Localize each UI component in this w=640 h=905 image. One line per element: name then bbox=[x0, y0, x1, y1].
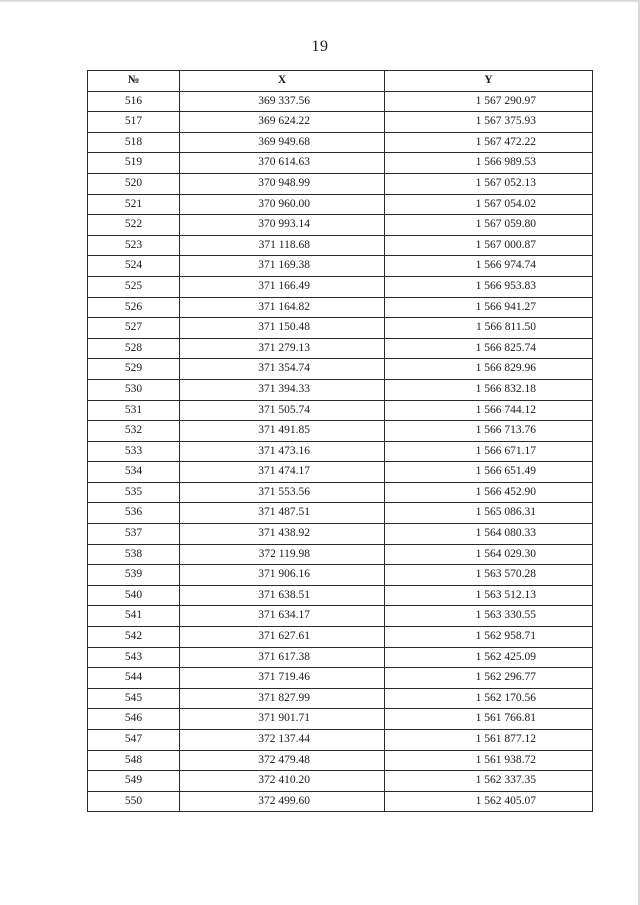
table-row bbox=[88, 709, 593, 730]
x-coordinate-cell: 371 719.46 bbox=[180, 668, 385, 689]
table-header-row bbox=[88, 71, 593, 92]
x-coordinate-cell: 369 949.68 bbox=[180, 132, 385, 153]
point-number-cell: 546 bbox=[88, 709, 180, 730]
table-row bbox=[88, 565, 593, 586]
table-row bbox=[88, 606, 593, 627]
y-coordinate-cell: 1 566 953.83 bbox=[385, 276, 593, 297]
point-number-cell: 529 bbox=[88, 359, 180, 380]
y-coordinate-cell: 1 566 811.50 bbox=[385, 318, 593, 339]
x-coordinate-cell: 371 505.74 bbox=[180, 400, 385, 421]
table-row bbox=[88, 503, 593, 524]
table-row bbox=[88, 421, 593, 442]
y-coordinate-cell: 1 562 958.71 bbox=[385, 627, 593, 648]
y-coordinate-cell: 1 566 452.90 bbox=[385, 482, 593, 503]
table-row bbox=[88, 112, 593, 133]
table-row bbox=[88, 647, 593, 668]
y-coordinate-cell: 1 567 290.97 bbox=[385, 91, 593, 112]
table-row bbox=[88, 524, 593, 545]
point-number-cell: 519 bbox=[88, 153, 180, 174]
table-row bbox=[88, 627, 593, 648]
table-row bbox=[88, 688, 593, 709]
y-coordinate-cell: 1 561 877.12 bbox=[385, 730, 593, 751]
table-row bbox=[88, 400, 593, 421]
x-coordinate-cell: 371 487.51 bbox=[180, 503, 385, 524]
x-coordinate-cell: 372 119.98 bbox=[180, 544, 385, 565]
y-coordinate-cell: 1 566 651.49 bbox=[385, 462, 593, 483]
y-coordinate-cell: 1 562 170.56 bbox=[385, 688, 593, 709]
point-number-cell: 545 bbox=[88, 688, 180, 709]
x-coordinate-cell: 371 474.17 bbox=[180, 462, 385, 483]
x-coordinate-cell: 371 617.38 bbox=[180, 647, 385, 668]
table-row bbox=[88, 359, 593, 380]
x-coordinate-cell: 371 279.13 bbox=[180, 338, 385, 359]
x-coordinate-cell: 372 479.48 bbox=[180, 750, 385, 771]
table-row bbox=[88, 276, 593, 297]
table-row bbox=[88, 379, 593, 400]
x-coordinate-cell: 371 394.33 bbox=[180, 379, 385, 400]
x-coordinate-cell: 370 614.63 bbox=[180, 153, 385, 174]
table-row bbox=[88, 730, 593, 751]
table-row bbox=[88, 585, 593, 606]
point-number-cell: 525 bbox=[88, 276, 180, 297]
table-row bbox=[88, 544, 593, 565]
y-coordinate-cell: 1 562 405.07 bbox=[385, 791, 593, 812]
y-coordinate-cell: 1 564 080.33 bbox=[385, 524, 593, 545]
table-row bbox=[88, 153, 593, 174]
point-number-cell: 539 bbox=[88, 565, 180, 586]
coordinates-table bbox=[87, 70, 593, 812]
point-number-cell: 520 bbox=[88, 173, 180, 194]
y-coordinate-cell: 1 566 832.18 bbox=[385, 379, 593, 400]
x-coordinate-cell: 370 960.00 bbox=[180, 194, 385, 215]
table-row bbox=[88, 235, 593, 256]
point-number-cell: 548 bbox=[88, 750, 180, 771]
table-row bbox=[88, 297, 593, 318]
y-coordinate-cell: 1 565 086.31 bbox=[385, 503, 593, 524]
x-coordinate-cell: 371 166.49 bbox=[180, 276, 385, 297]
scan-edge-top bbox=[0, 0, 640, 3]
table-row bbox=[88, 482, 593, 503]
table-row bbox=[88, 256, 593, 277]
point-number-cell: 534 bbox=[88, 462, 180, 483]
point-number-cell: 542 bbox=[88, 627, 180, 648]
y-coordinate-cell: 1 566 974.74 bbox=[385, 256, 593, 277]
point-number-cell: 537 bbox=[88, 524, 180, 545]
y-coordinate-cell: 1 566 825.74 bbox=[385, 338, 593, 359]
y-coordinate-cell: 1 563 512.13 bbox=[385, 585, 593, 606]
point-number-cell: 541 bbox=[88, 606, 180, 627]
header-x: X bbox=[180, 71, 385, 92]
point-number-cell: 517 bbox=[88, 112, 180, 133]
point-number-cell: 530 bbox=[88, 379, 180, 400]
x-coordinate-cell: 371 627.61 bbox=[180, 627, 385, 648]
y-coordinate-cell: 1 567 472.22 bbox=[385, 132, 593, 153]
point-number-cell: 547 bbox=[88, 730, 180, 751]
header-number: № bbox=[88, 71, 180, 92]
y-coordinate-cell: 1 562 337.35 bbox=[385, 771, 593, 792]
table-row bbox=[88, 318, 593, 339]
y-coordinate-cell: 1 566 744.12 bbox=[385, 400, 593, 421]
x-coordinate-cell: 371 491.85 bbox=[180, 421, 385, 442]
x-coordinate-cell: 371 634.17 bbox=[180, 606, 385, 627]
page-number: 19 bbox=[311, 38, 329, 55]
y-coordinate-cell: 1 564 029.30 bbox=[385, 544, 593, 565]
point-number-cell: 527 bbox=[88, 318, 180, 339]
x-coordinate-cell: 372 137.44 bbox=[180, 730, 385, 751]
table-row bbox=[88, 215, 593, 236]
point-number-cell: 518 bbox=[88, 132, 180, 153]
point-number-cell: 538 bbox=[88, 544, 180, 565]
y-coordinate-cell: 1 566 941.27 bbox=[385, 297, 593, 318]
point-number-cell: 540 bbox=[88, 585, 180, 606]
table-row bbox=[88, 791, 593, 812]
point-number-cell: 544 bbox=[88, 668, 180, 689]
y-coordinate-cell: 1 567 059.80 bbox=[385, 215, 593, 236]
x-coordinate-cell: 371 827.99 bbox=[180, 688, 385, 709]
x-coordinate-cell: 372 410.20 bbox=[180, 771, 385, 792]
y-coordinate-cell: 1 562 296.77 bbox=[385, 668, 593, 689]
point-number-cell: 543 bbox=[88, 647, 180, 668]
y-coordinate-cell: 1 561 938.72 bbox=[385, 750, 593, 771]
y-coordinate-cell: 1 566 713.76 bbox=[385, 421, 593, 442]
y-coordinate-cell: 1 566 989.53 bbox=[385, 153, 593, 174]
x-coordinate-cell: 372 499.60 bbox=[180, 791, 385, 812]
table-row bbox=[88, 441, 593, 462]
point-number-cell: 536 bbox=[88, 503, 180, 524]
point-number-cell: 522 bbox=[88, 215, 180, 236]
y-coordinate-cell: 1 562 425.09 bbox=[385, 647, 593, 668]
point-number-cell: 523 bbox=[88, 235, 180, 256]
x-coordinate-cell: 369 337.56 bbox=[180, 91, 385, 112]
point-number-cell: 524 bbox=[88, 256, 180, 277]
x-coordinate-cell: 371 438.92 bbox=[180, 524, 385, 545]
x-coordinate-cell: 370 948.99 bbox=[180, 173, 385, 194]
table-row bbox=[88, 132, 593, 153]
table-row bbox=[88, 173, 593, 194]
y-coordinate-cell: 1 567 054.02 bbox=[385, 194, 593, 215]
y-coordinate-cell: 1 561 766.81 bbox=[385, 709, 593, 730]
table-row bbox=[88, 668, 593, 689]
x-coordinate-cell: 369 624.22 bbox=[180, 112, 385, 133]
x-coordinate-cell: 371 473.16 bbox=[180, 441, 385, 462]
x-coordinate-cell: 371 901.71 bbox=[180, 709, 385, 730]
x-coordinate-cell: 371 164.82 bbox=[180, 297, 385, 318]
y-coordinate-cell: 1 567 052.13 bbox=[385, 173, 593, 194]
x-coordinate-cell: 370 993.14 bbox=[180, 215, 385, 236]
point-number-cell: 549 bbox=[88, 771, 180, 792]
x-coordinate-cell: 371 118.68 bbox=[180, 235, 385, 256]
point-number-cell: 532 bbox=[88, 421, 180, 442]
x-coordinate-cell: 371 553.56 bbox=[180, 482, 385, 503]
y-coordinate-cell: 1 567 375.93 bbox=[385, 112, 593, 133]
x-coordinate-cell: 371 906.16 bbox=[180, 565, 385, 586]
y-coordinate-cell: 1 567 000.87 bbox=[385, 235, 593, 256]
point-number-cell: 521 bbox=[88, 194, 180, 215]
x-coordinate-cell: 371 169.38 bbox=[180, 256, 385, 277]
point-number-cell: 528 bbox=[88, 338, 180, 359]
y-coordinate-cell: 1 563 570.28 bbox=[385, 565, 593, 586]
table-row bbox=[88, 194, 593, 215]
point-number-cell: 531 bbox=[88, 400, 180, 421]
table-row bbox=[88, 338, 593, 359]
table-row bbox=[88, 462, 593, 483]
point-number-cell: 533 bbox=[88, 441, 180, 462]
point-number-cell: 516 bbox=[88, 91, 180, 112]
point-number-cell: 526 bbox=[88, 297, 180, 318]
point-number-cell: 550 bbox=[88, 791, 180, 812]
point-number-cell: 535 bbox=[88, 482, 180, 503]
y-coordinate-cell: 1 563 330.55 bbox=[385, 606, 593, 627]
x-coordinate-cell: 371 354.74 bbox=[180, 359, 385, 380]
table-row bbox=[88, 91, 593, 112]
header-y: Y bbox=[385, 71, 593, 92]
table-row bbox=[88, 750, 593, 771]
x-coordinate-cell: 371 638.51 bbox=[180, 585, 385, 606]
x-coordinate-cell: 371 150.48 bbox=[180, 318, 385, 339]
y-coordinate-cell: 1 566 829.96 bbox=[385, 359, 593, 380]
table-row bbox=[88, 771, 593, 792]
table-body bbox=[88, 91, 593, 812]
y-coordinate-cell: 1 566 671.17 bbox=[385, 441, 593, 462]
